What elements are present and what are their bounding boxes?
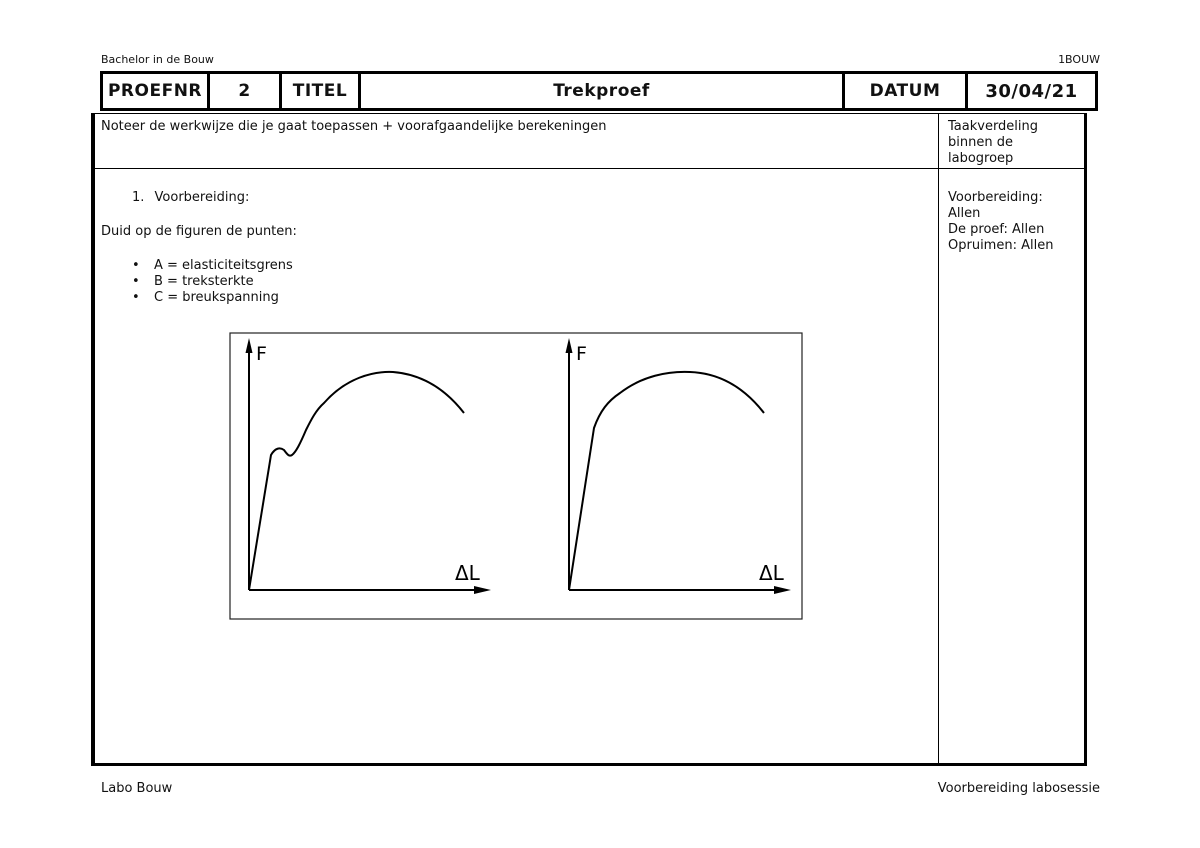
list-item: • C = breukspanning — [126, 290, 293, 306]
page-header-right: 1BOUW — [1058, 53, 1100, 66]
page-footer-right: Voorbereiding labosessie — [937, 781, 1100, 796]
step-label: Voorbereiding: — [154, 190, 250, 205]
right-y-label: F — [576, 343, 587, 365]
task-item: Voorbereiding: — [948, 190, 1043, 205]
prompt-text: Duid op de figuren de punten: — [101, 224, 297, 239]
point-list — [126, 258, 293, 306]
task-item: De proef: Allen — [948, 222, 1045, 237]
instruction-text: Noteer de werkwijze die je gaat toepassen + voorafgaandelijke berekeningen — [101, 119, 607, 134]
proefnr-value: 2 — [210, 74, 282, 108]
stress-strain-figure — [228, 331, 804, 621]
step-heading — [132, 190, 249, 206]
task-list — [948, 190, 1083, 254]
step-number: 1. — [132, 190, 145, 205]
page-header-left: Bachelor in de Bouw — [101, 53, 214, 66]
row-divider — [95, 168, 1085, 169]
left-y-label: F — [256, 343, 267, 365]
side-heading-line: Taakverdeling — [948, 119, 1039, 134]
titel-label: TITEL — [282, 74, 361, 108]
left-x-label: ΔL — [455, 561, 480, 585]
task-item: Allen — [948, 206, 981, 221]
list-item: • A = elasticiteitsgrens — [126, 258, 293, 274]
task-item: Opruimen: Allen — [948, 238, 1054, 253]
right-x-label: ΔL — [759, 561, 784, 585]
list-item: • B = treksterkte — [126, 274, 293, 290]
side-heading-line: binnen de — [948, 135, 1013, 150]
titel-value: Trekproef — [361, 74, 845, 108]
side-heading — [948, 119, 1078, 167]
column-divider — [938, 113, 939, 765]
datum-value: 30/04/21 — [985, 80, 1078, 102]
datum-label: DATUM — [845, 74, 968, 108]
side-heading-line: labogroep — [948, 151, 1014, 166]
header-table — [100, 71, 1098, 111]
proefnr-label: PROEFNR — [103, 74, 210, 108]
page-footer-left: Labo Bouw — [101, 781, 173, 796]
